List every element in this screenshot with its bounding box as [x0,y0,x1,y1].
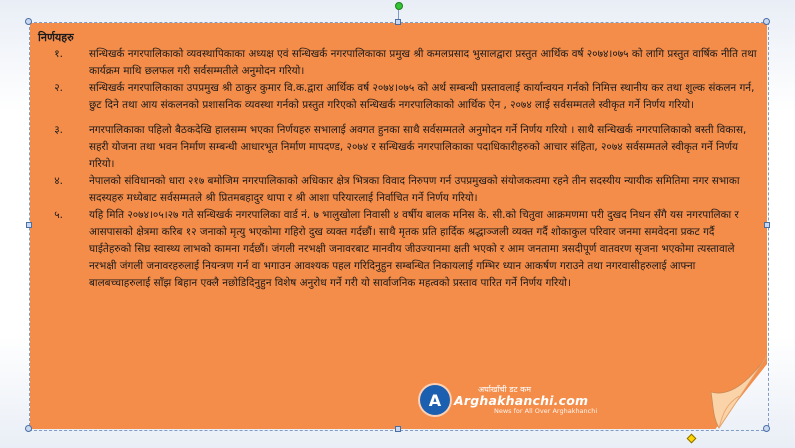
item-number: १. [54,48,63,60]
resize-handle-top-left[interactable] [25,18,32,25]
item-number: ४. [54,175,63,187]
resize-handle-top[interactable] [395,19,401,25]
item-text: सन्धिखर्क नगरपालिकाका उपप्रमुख श्री ठाकुर कुमार वि.क.द्वारा आर्थिक वर्ष २०७४।०७५ को अर्थ सम्बन्धी प्रस्तावलाई कार्यान्वयन गर्नको निमित्त स्थानीय कर तथा शुल्क संकलन गर्न, छुट दिने तथा आय संकलनको प्रशासनिक व्यवस्था गर्नको प्रस्तुत गरिएको सन्धिखर्क नगरपालिकाको आर्थिक ऐन , २०७४ लाई सर्वसम्मतले स्वीकृत गर्ने निर्णय गरियो। [89,82,755,111]
watermark-site: Arghakhanchi.com [454,392,589,408]
resize-handle-right[interactable] [764,222,770,228]
arghakhanchi-logo-icon: A [420,385,450,415]
resize-handle-left[interactable] [26,222,32,228]
resize-handle-bottom-right[interactable] [763,425,770,432]
resize-handle-bottom[interactable] [395,426,401,432]
item-text: नेपालको संविधानको धारा २१७ बमोजिम नगरपालिकाको अधिकार क्षेत्र भित्रका विवाद निरुपण गर्न उपप्रमुखको संयोजकत्वमा रहने तीन सदस्यीय न्यायीक समितिमा नगर सभाका सदस्यहरु मध्येबाट सर्वसम्मतले श्री प्रितमबहादुर थापा र श्री आशा परियारलाई निर्वाचित गर्ने निर्णय गरियो। [89,175,740,204]
item-number: ५. [54,209,63,221]
rotate-handle[interactable] [395,2,403,10]
watermark-subtitle: News for All Over Arghakhanchi [494,406,598,415]
watermark-tagline: अर्घाखाँची डट कम [478,384,532,394]
resize-handle-top-right[interactable] [763,18,770,25]
item-number: ३. [54,124,63,136]
resize-handle-bottom-left[interactable] [25,425,32,432]
decisions-heading: निर्णयहरु [38,31,74,44]
selection-frame [29,22,769,431]
item-text: सन्धिखर्क नगरपालिकाको व्यवस्थापिकाका अध्यक्ष एवं सन्धिखर्क नगरपालिकाका प्रमुख श्री कमलप्रसाद भुसालद्वारा प्रस्तुत आर्थिक वर्ष २०७४।०७५ को लागि प्रस्तुत वार्षिक नीति तथा कार्यक्रम माथि छलफल गरी सर्वसम्मतीले अनुमोदन गरियो। [89,48,757,77]
item-number: २. [54,82,63,94]
item-text: नगरपालिकाका पहिलो बैठकदेखि हालसम्म भएका निर्णयहरु सभालाई अवगत हुनका साथै सर्वसम्मतले अनुमोदन गर्ने निर्णय गरियो । साथै सन्धिखर्क नगरपालिकाको बस्ती विकास, सहरी योजना तथा भवन निर्माण सम्बन्धी आधारभूत निर्माण मापदण्ड, २०७४ र सन्धिखर्क नगरपालिकाका पदाधिकारीहरुको आचार संहिता, २०७४ सर्वसम्मतले स्वीकृत गर्ने निर्णय गरियो। [89,124,747,170]
item-text: यहि मिति २०७४।०५।२७ गते सन्धिखर्क नगरपालिका वार्ड नं. ७ भालुखोला निवासी ४ वर्षीय बालक मनिस के. सी.को चितुवा आक्रमणमा परी दुखद निधन सँगै यस नगरपालिका र आसपासको क्षेत्रमा करिब १२ जनाको मृत्यु भएकोमा गहिरो दुख व्यक्त गर्दछौं। साथै मृतक प्रति हार्दिक श्रद्धाञ्जली व्यक्त गर्दै शोकाकुल परिवार जनमा समवेदना प्रकट गर्दै घाईतेहरुको सिघ्र स्वास्थ्य लाभको कामना गर्दछौं। जंगली नरभक्षी जनावरबाट मानवीय जीउज्यानमा क्षती भएको र आम जनतामा त्रसदीपूर्ण वातवरण सृजना भएकोमा त्यस्तावाले नरभक्षी जंगली जनावरहरुलाई नियन्त्रण गर्न वा भगाउन आवश्यक पहल गरिदिनुहुन सम्बन्धित निकायलाई गम्भिर ध्यान आकर्षण गराउने तथा नगरवासीहरुलाई आफ्ना बालबच्चाहरुलाई साँझ बिहान एक्लै नछोडिदिनुहुन विशेष अनुरोध गर्ने गरी यो सार्वाजनिक महत्वको प्रस्ताव पारित गर्ने निर्णय गरियो। [89,209,739,289]
